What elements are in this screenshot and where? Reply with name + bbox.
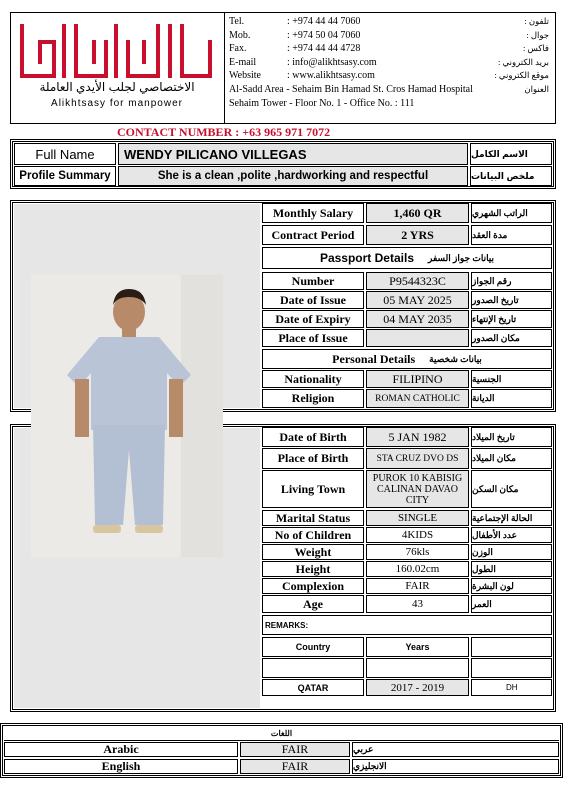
height-label: Height (262, 561, 364, 577)
age-ar: العمر (471, 595, 552, 613)
religion-value: ROMAN CATHOLIC (366, 389, 469, 408)
mob-ar: جوال : (526, 30, 549, 40)
height-value: 160.02cm (366, 561, 469, 577)
address-line-1: Al-Sadd Area - Sehaim Bin Hamad St. Cros Hamad Hospital (229, 84, 473, 95)
experience-blank-note (471, 658, 552, 678)
dob-value: 5 JAN 1982 (366, 427, 469, 447)
marital-status-label: Marital Status (262, 510, 364, 526)
place-of-issue-value (366, 329, 469, 347)
candidate-photo (31, 275, 223, 557)
contract-period-ar: مدة العقد (471, 225, 552, 245)
religion-label: Religion (262, 389, 364, 408)
passport-heading-en: Passport Details (319, 251, 414, 265)
passport-heading-ar: بيانات جواز السفر (428, 252, 495, 263)
place-of-issue-ar: مكان الصدور (471, 329, 552, 347)
logo-arabic-text: الاختصاصي لجلب الأيدي العاملة (39, 80, 195, 94)
experience-blank-country (262, 658, 364, 678)
date-of-issue-ar: تاريخ الصدور (471, 291, 552, 309)
person-photo-icon (31, 275, 223, 557)
experience-note: DH (471, 679, 552, 696)
languages-heading: اللغات (4, 727, 559, 741)
mob-label: Mob. (229, 30, 251, 41)
passport-number-value: P9544323C (366, 272, 469, 290)
living-town-ar: مكان السكن (471, 470, 552, 508)
dob-label: Date of Birth (262, 427, 364, 447)
height-ar: الطول (471, 561, 552, 577)
logo-divider (224, 12, 225, 124)
living-town-label: Living Town (262, 470, 364, 508)
marital-status-ar: الحالة الإجتماعية (471, 510, 552, 526)
profile-summary-ar: ملخص البيانات (470, 166, 552, 186)
lang-arabic-label: Arabic (4, 742, 238, 757)
lang-english-level: FAIR (240, 759, 350, 774)
mob-value: : +974 50 04 7060 (287, 30, 361, 41)
date-of-issue-value: 05 MAY 2025 (366, 291, 469, 309)
place-of-issue-label: Place of Issue (262, 329, 364, 347)
email-value[interactable]: : info@alikhtsasy.com (287, 57, 377, 68)
dob-ar: تاريخ الميلاد (471, 427, 552, 447)
email-label: E-mail (229, 57, 257, 68)
children-label: No of Children (262, 527, 364, 543)
children-value: 4KIDS (366, 527, 469, 543)
passport-number-label: Number (262, 272, 364, 290)
company-logo (14, 18, 220, 118)
lang-english-ar: الانجليزي (352, 759, 559, 774)
website-value[interactable]: : www.alikhtsasy.com (287, 70, 375, 81)
date-of-expiry-value: 04 MAY 2035 (366, 310, 469, 328)
children-ar: عدد الأطفال (471, 527, 552, 543)
complexion-label: Complexion (262, 578, 364, 594)
monthly-salary-value: 1,460 QR (366, 203, 469, 223)
lang-arabic-level: FAIR (240, 742, 350, 757)
weight-label: Weight (262, 544, 364, 560)
profile-summary-label: Profile Summary (14, 166, 116, 186)
weight-value: 76kls (366, 544, 469, 560)
age-value: 43 (366, 595, 469, 613)
marital-status-value: SINGLE (366, 510, 469, 526)
nationality-ar: الجنسية (471, 370, 552, 388)
complexion-value: FAIR (366, 578, 469, 594)
place-of-birth-value: STA CRUZ DVO DS (366, 448, 469, 469)
full-name-value: WENDY PILICANO VILLEGAS (118, 143, 468, 165)
passport-number-ar: رقم الجواز (471, 272, 552, 290)
date-of-expiry-ar: تاريخ الإنتهاء (471, 310, 552, 328)
full-name-ar: الاسم الكامل (470, 143, 552, 165)
country-header: Country (262, 637, 364, 657)
lang-english-label: English (4, 759, 238, 774)
address-ar: العنوان (524, 84, 549, 94)
fax-label: Fax. (229, 43, 247, 54)
experience-header-blank (471, 637, 552, 657)
email-ar: بريد الكتروني : (498, 57, 549, 67)
website-ar: موقع الكتروني : (494, 70, 549, 80)
place-of-birth-label: Place of Birth (262, 448, 364, 469)
remarks-label: REMARKS: (262, 615, 552, 635)
monthly-salary-ar: الراتب الشهري (471, 203, 552, 223)
weight-ar: الوزن (471, 544, 552, 560)
profile-summary-value: She is a clean ,polite ,hardworking and respectful (118, 166, 468, 186)
contract-period-label: Contract Period (262, 225, 364, 245)
place-of-birth-ar: مكان الميلاد (471, 448, 552, 469)
website-label: Website (229, 70, 261, 81)
fax-ar: فاكس : (522, 43, 549, 53)
contract-period-value: 2 YRS (366, 225, 469, 245)
complexion-ar: لون البشرة (471, 578, 552, 594)
full-name-label: Full Name (14, 143, 116, 165)
date-of-issue-label: Date of Issue (262, 291, 364, 309)
personal-heading-en: Personal Details (332, 351, 416, 366)
nationality-label: Nationality (262, 370, 364, 388)
religion-ar: الديانة (471, 389, 552, 408)
lang-arabic-ar: عربي (352, 742, 559, 757)
monthly-salary-label: Monthly Salary (262, 203, 364, 223)
passport-heading (262, 247, 552, 269)
fax-value: : +974 44 44 4728 (287, 43, 361, 54)
tel-label: Tel. (229, 16, 245, 27)
personal-heading-ar: بيانات شخصية (429, 353, 482, 364)
tel-ar: تلفون : (524, 16, 549, 26)
years-header: Years (366, 637, 469, 657)
date-of-expiry-label: Date of Expiry (262, 310, 364, 328)
address-line-2: Sehaim Tower - Floor No. 1 - Office No. : 111 (229, 98, 415, 109)
tel-value: : +974 44 44 7060 (287, 16, 361, 27)
experience-years: 2017 - 2019 (366, 679, 469, 696)
logo-english-text: Alikhtsasy for manpower (51, 98, 183, 109)
nationality-value: FILIPINO (366, 370, 469, 388)
contact-number: CONTACT NUMBER : +63 965 971 7072 (117, 125, 331, 139)
living-town-value: PUROK 10 KABISIG CALINAN DAVAO CITY (366, 470, 469, 508)
experience-blank-years (366, 658, 469, 678)
experience-country: QATAR (262, 679, 364, 696)
age-label: Age (262, 595, 364, 613)
personal-heading (262, 349, 552, 369)
